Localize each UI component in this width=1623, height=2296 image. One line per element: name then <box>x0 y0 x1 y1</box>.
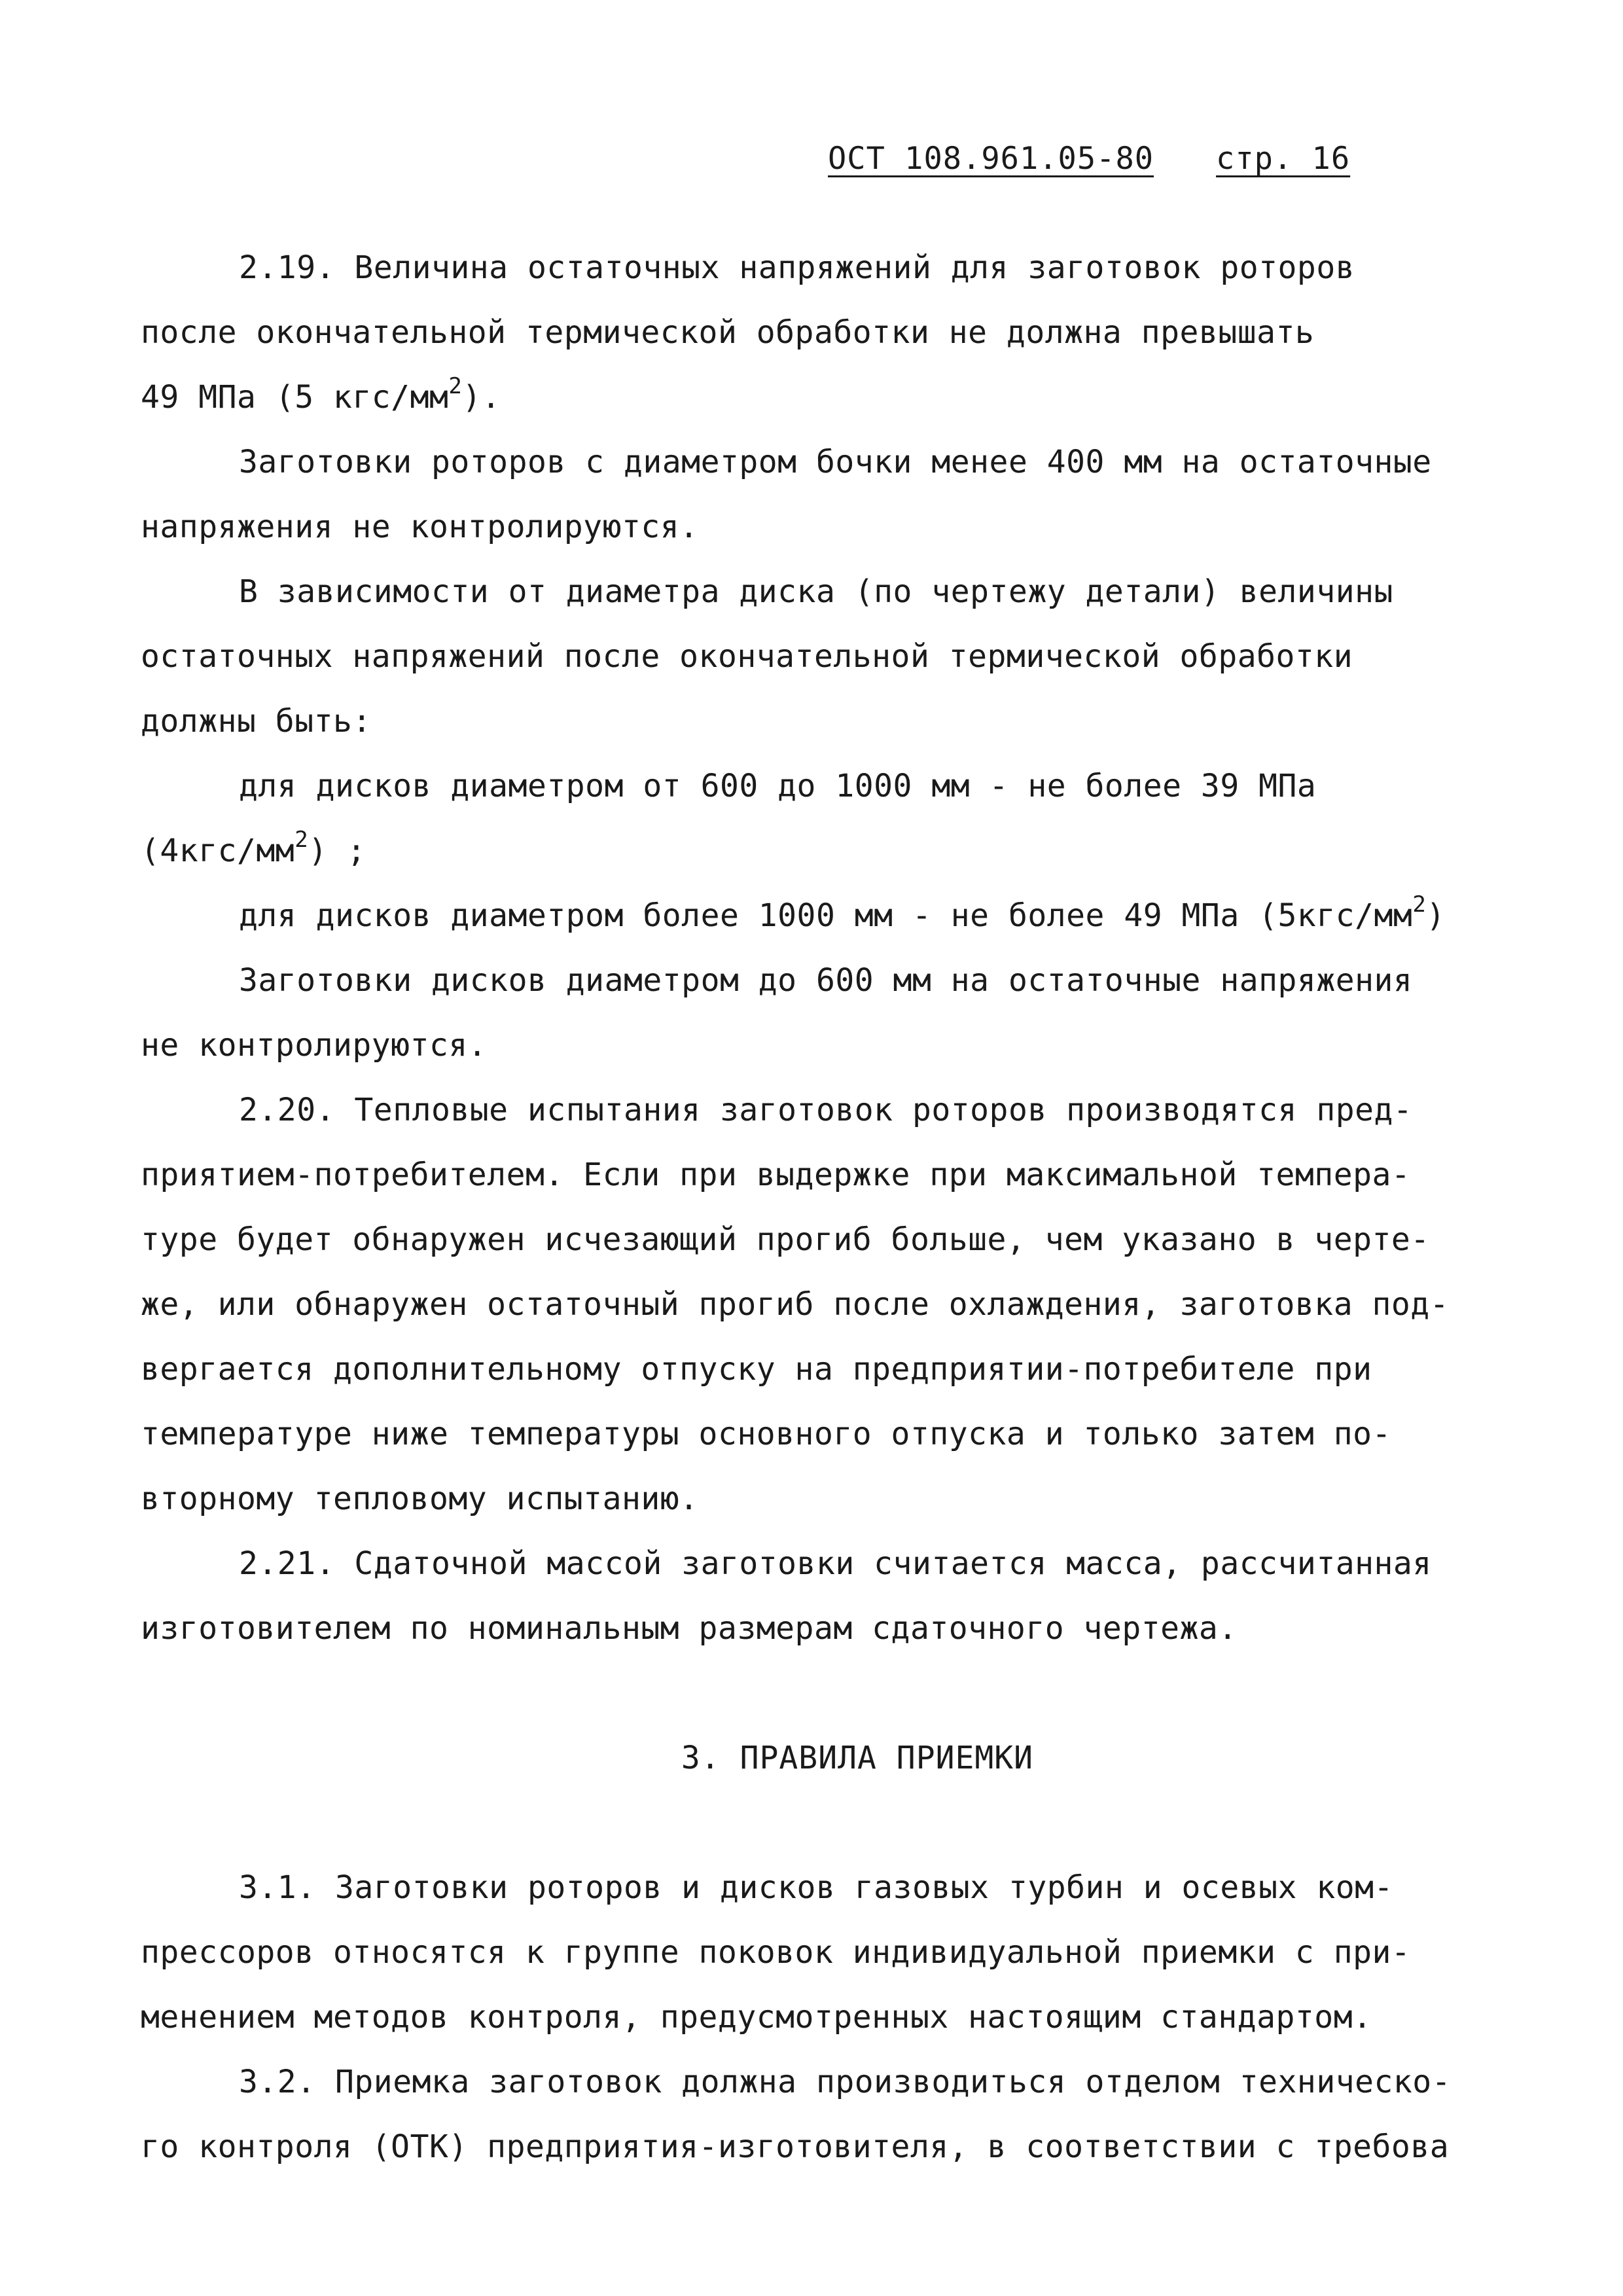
page-header <box>828 141 1350 177</box>
paragraph-line: для дисков диаметром от 600 до 1000 мм - не более 39 МПа <box>239 768 1317 804</box>
paragraph-line: остаточных напряжений после окончательной термической обработки <box>141 638 1353 675</box>
paragraph-line <box>141 819 1489 884</box>
paragraph-line: В зависимости от диаметра диска (по чертежу детали) величины <box>239 573 1393 610</box>
section-heading: 3. ПРАВИЛА ПРИЕМКИ <box>681 1740 1034 1776</box>
paragraph-line: 3.1. Заготовки роторов и дисков газовых турбин и осевых ком- <box>239 1869 1393 1906</box>
paragraph-line: должны быть: <box>141 703 372 740</box>
text-run: для дисков диаметром более 1000 мм - не более 49 МПа (5кгс/мм <box>239 897 1413 934</box>
paragraph-line: не контролируются. <box>141 1027 488 1064</box>
paragraph-line: приятием-потребителем. Если при выдержке при максимальной темпера- <box>141 1157 1411 1193</box>
paragraph-line <box>141 884 1489 948</box>
paragraph-line: вергается дополнительному отпуску на предприятии-потребителе при <box>141 1351 1372 1388</box>
paragraph-line: напряжения не контролируются. <box>141 509 699 545</box>
paragraph-line: вторному тепловому испытанию. <box>141 1480 699 1517</box>
text-run: ). <box>462 379 501 416</box>
text-run: ) ; <box>308 833 366 869</box>
paragraph-line: 2.21. Сдаточной массой заготовки считается масса, рассчитанная <box>239 1545 1432 1582</box>
paragraph-line: 2.20. Тепловые испытания заготовок роторов производятся пред- <box>239 1092 1413 1128</box>
paragraph-line: го контроля (ОТК) предприятия-изготовителя, в соответствии с требова <box>141 2128 1450 2165</box>
text-run: 49 МПа (5 кгс/мм <box>141 379 449 416</box>
text-run: (4кгс/мм <box>141 833 295 869</box>
paragraph-line: после окончательной термической обработки не должна превышать <box>141 314 1315 351</box>
paragraph-line: прессоров относятся к группе поковок индивидуальной приемки с при- <box>141 1934 1411 1971</box>
paragraph-line: изготовителем по номинальным размерам сдаточного чертежа. <box>141 1610 1238 1647</box>
superscript: 2 <box>448 373 463 399</box>
paragraph-line: температуре ниже температуры основного отпуска и только затем по- <box>141 1416 1391 1452</box>
text-run: ) <box>1426 897 1446 934</box>
paragraph-line: 3.2. Приемка заготовок должна производиться отделом техническо- <box>239 2064 1452 2100</box>
paragraph-line: же, или обнаружен остаточный прогиб после охлаждения, заготовка под- <box>141 1286 1450 1323</box>
page-number: стр. 16 <box>1216 141 1351 177</box>
paragraph-line: 2.19. Величина остаточных напряжений для заготовок роторов <box>239 249 1355 286</box>
paragraph-line: менением методов контроля, предусмотренных настоящим стандартом. <box>141 1999 1372 2036</box>
superscript: 2 <box>1412 891 1427 918</box>
paragraph-line: Заготовки дисков диаметром до 600 мм на остаточные напряжения <box>239 962 1413 999</box>
document-code: ОСТ 108.961.05-80 <box>828 141 1154 177</box>
document-body <box>141 236 1489 2179</box>
paragraph-line <box>141 365 1489 430</box>
superscript: 2 <box>294 827 309 853</box>
paragraph-line: туре будет обнаружен исчезающий прогиб больше, чем указано в черте- <box>141 1221 1430 1258</box>
paragraph-line: Заготовки роторов с диаметром бочки менее 400 мм на остаточные <box>239 444 1432 480</box>
